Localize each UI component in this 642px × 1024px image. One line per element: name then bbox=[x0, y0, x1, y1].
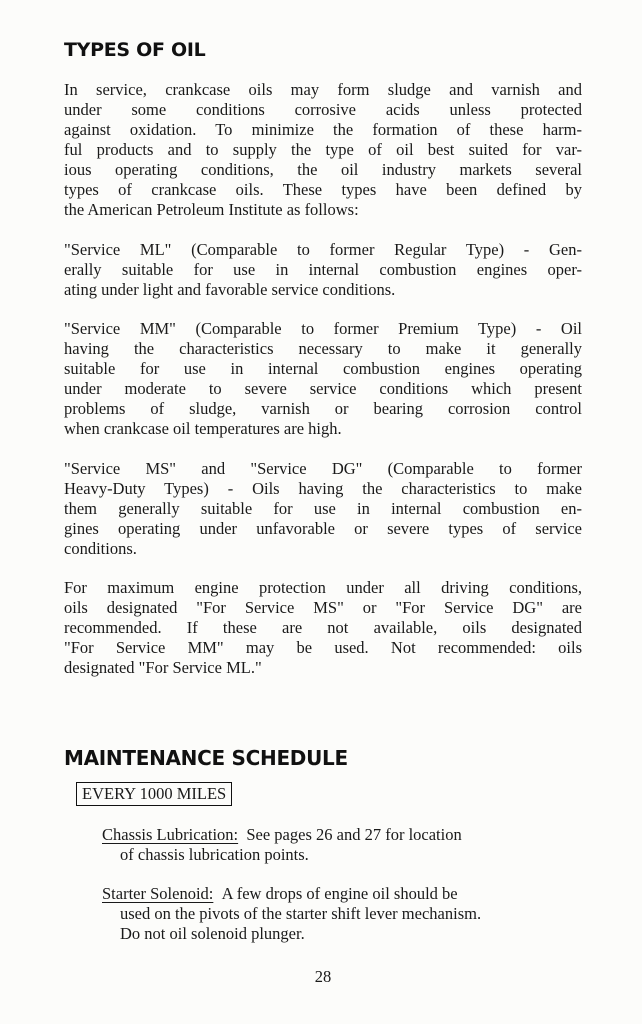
item-description: See pages 26 and 27 for location bbox=[246, 824, 462, 844]
paragraph bbox=[64, 319, 582, 439]
types-of-oil-body bbox=[64, 80, 582, 678]
item-line: Do not oil solenoid plunger. bbox=[120, 923, 305, 943]
maintenance-items bbox=[64, 825, 582, 944]
item-first-line bbox=[102, 884, 582, 904]
maintenance-item bbox=[102, 825, 582, 865]
text-line: "For Service MM" may be used. Not recommended: oils bbox=[64, 638, 582, 657]
paragraph bbox=[64, 459, 582, 559]
text-line: "Service MM" (Comparable to former Premium Type) - Oil bbox=[64, 319, 582, 338]
paragraph bbox=[64, 240, 582, 300]
text-line: ious operating conditions, the oil industry markets several bbox=[64, 160, 582, 179]
text-line: recommended. If these are not available, oils designated bbox=[64, 618, 582, 637]
text-line: conditions. bbox=[64, 538, 137, 558]
text-line: gines operating under unfavorable or severe types of service bbox=[64, 518, 582, 538]
paragraph bbox=[64, 80, 582, 220]
paragraph bbox=[64, 578, 582, 678]
item-line: of chassis lubrication points. bbox=[120, 844, 309, 864]
text-line: the American Petroleum Institute as follows: bbox=[64, 200, 359, 219]
text-line: oils designated "For Service MS" or "For Service DG" are bbox=[64, 598, 582, 617]
text-line: them generally suitable for use in internal combustion en- bbox=[64, 498, 582, 518]
text-line: erally suitable for use in internal combustion engines oper- bbox=[64, 259, 582, 279]
page-number: 28 bbox=[314, 966, 332, 986]
interval-box: EVERY 1000 MILES bbox=[76, 782, 232, 806]
text-line: In service, crankcase oils may form sludge and varnish and bbox=[64, 80, 582, 99]
text-line: "Service ML" (Comparable to former Regular Type) - Gen- bbox=[64, 239, 582, 259]
text-line: having the characteristics necessary to make it generally bbox=[64, 339, 582, 358]
document-page bbox=[64, 36, 582, 987]
text-line: under some conditions corrosive acids unless protected bbox=[64, 100, 582, 119]
text-line: Heavy-Duty Types) - Oils having the characteristics to make bbox=[64, 478, 582, 498]
text-line: "Service MS" and "Service DG" (Comparable to former bbox=[64, 458, 582, 478]
types-of-oil-heading: TYPES OF OIL bbox=[64, 39, 206, 61]
text-line: under moderate to severe service conditions which present bbox=[64, 379, 582, 398]
maintenance-item bbox=[102, 884, 582, 944]
item-first-line bbox=[102, 825, 582, 845]
item-description: A few drops of engine oil should be bbox=[221, 883, 458, 903]
item-term: Chassis Lubrication: bbox=[102, 824, 239, 844]
text-line: when crankcase oil temperatures are high. bbox=[64, 419, 342, 438]
text-line: For maximum engine protection under all driving conditions, bbox=[64, 578, 582, 597]
text-line: suitable for use in internal combustion engines operating bbox=[64, 359, 582, 378]
text-line: ating under light and favorable service conditions. bbox=[64, 279, 396, 299]
maintenance-schedule-heading: MAINTENANCE SCHEDULE bbox=[64, 745, 348, 770]
text-line: designated "For Service ML." bbox=[64, 658, 262, 677]
text-line: ful products and to supply the type of oil best suited for var- bbox=[64, 140, 582, 159]
text-line: against oxidation. To minimize the formation of these harm- bbox=[64, 120, 582, 139]
item-term: Starter Solenoid: bbox=[102, 883, 214, 903]
item-line: used on the pivots of the starter shift lever mechanism. bbox=[120, 903, 482, 923]
text-line: problems of sludge, varnish or bearing corrosion control bbox=[64, 399, 582, 418]
text-line: types of crankcase oils. These types have been defined by bbox=[64, 180, 582, 199]
